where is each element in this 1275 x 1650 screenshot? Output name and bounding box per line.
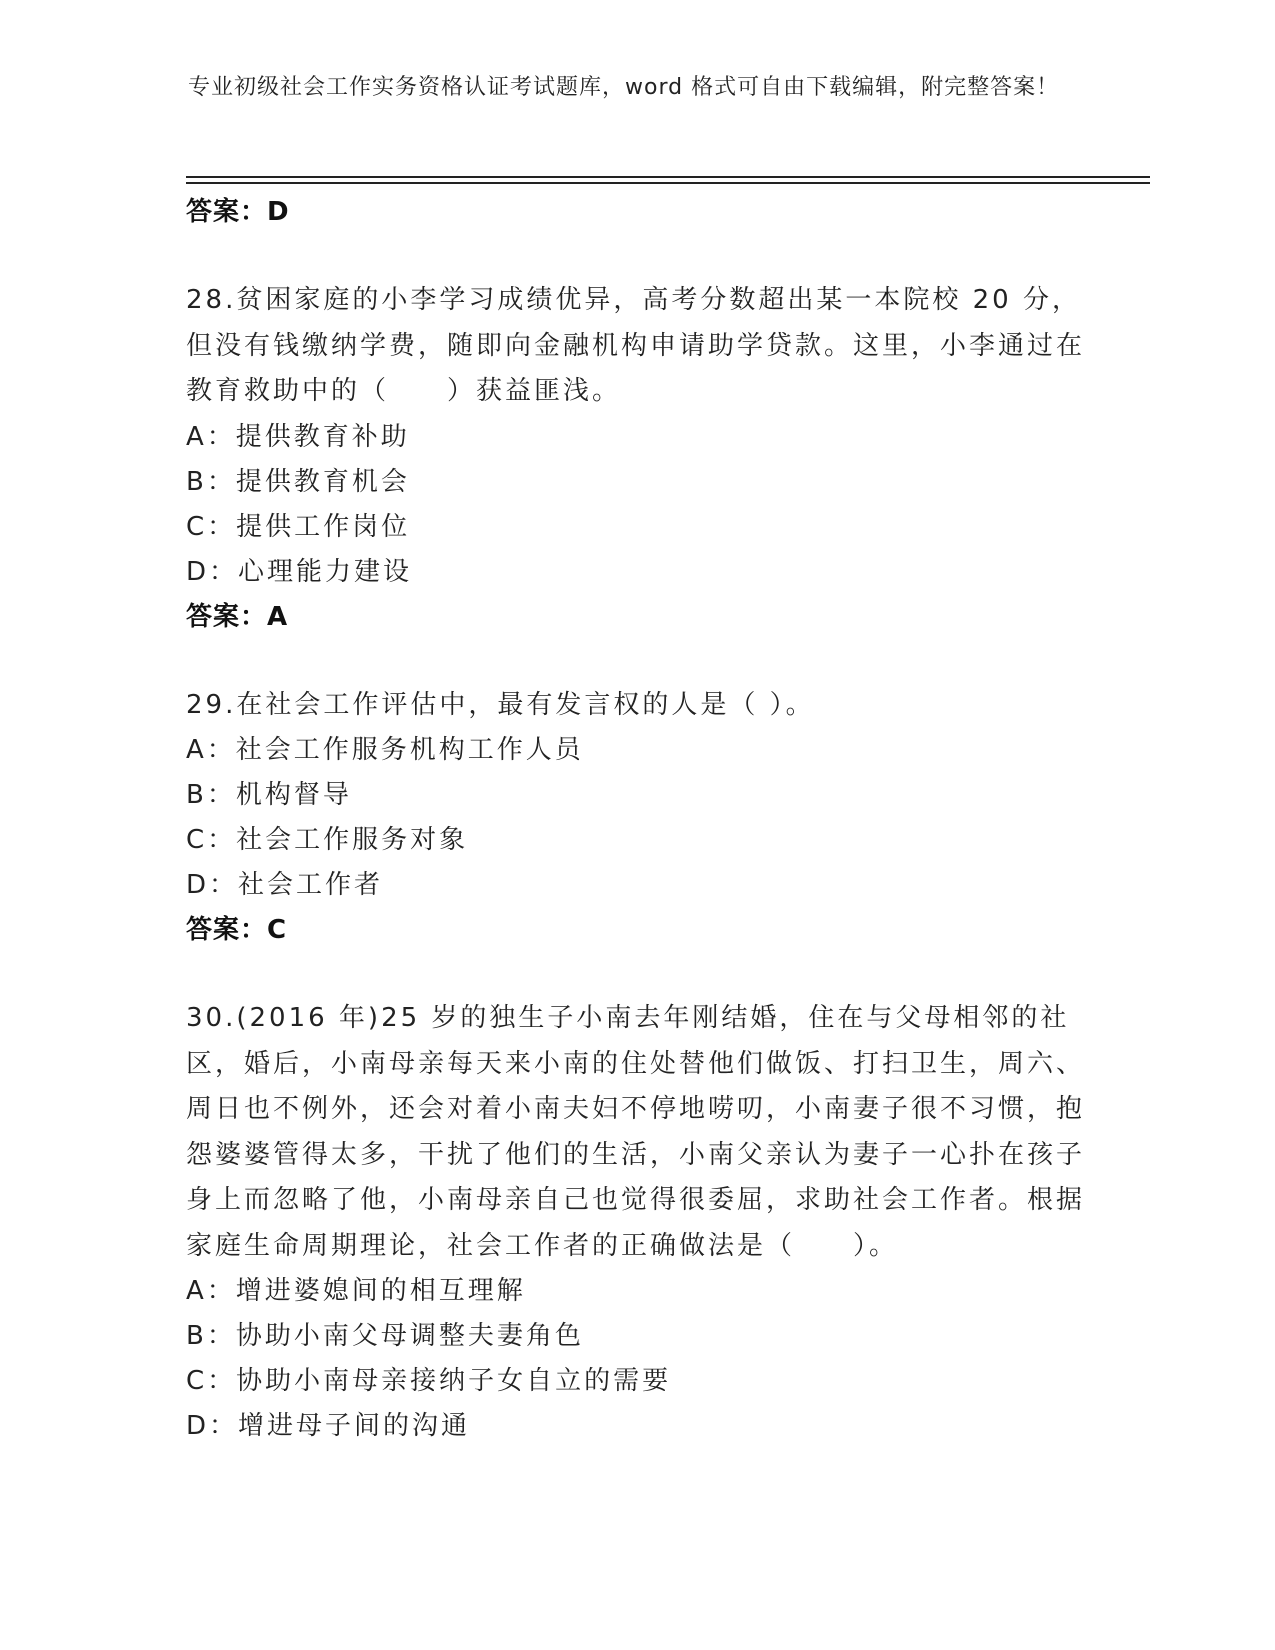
question-28-option-b: B：提供教育机会 [186,466,410,497]
question-29 [186,683,1086,953]
question-29-option-a: A：社会工作服务机构工作人员 [186,735,584,765]
question-30-option-c: C：协助小南母亲接纳子女自立的需要 [186,1366,672,1396]
question-29-stem: 29.在社会工作评估中，最有发言权的人是（ ）。 [186,689,815,720]
question-29-option-b: B：机构督导 [186,780,352,810]
question-30 [186,996,1086,1449]
spacer [186,234,1086,278]
header-divider-top [186,176,1150,178]
header-divider-bottom [186,182,1150,184]
question-29-option-c: C：社会工作服务对象 [186,825,469,855]
question-28 [186,278,1086,639]
question-29-option-d: D：社会工作者 [186,870,384,900]
document-body [186,190,1086,1449]
spacer [186,639,1086,683]
question-28-stem: 28.贫困家庭的小李学习成绩优异，高考分数超出某一本院校 20 分，但没有钱缴纳学费，随即向金融机构申请助学贷款。这里，小李通过在教育救助中的（ ）获益匪浅。 [186,285,1086,406]
question-28-option-d: D：心理能力建设 [186,556,413,587]
spacer [186,952,1086,996]
question-30-stem: 30.(2016 年)25 岁的独生子小南去年刚结婚，住在与父母相邻的社区，婚后，小南母亲每天来小南的住处替他们做饭、打扫卫生，周六、周日也不例外，还会对着小南夫妇不停地唠叨，小南妻子很不习惯，抱怨婆婆管得太多，干扰了他们的生活，小南父亲认为妻子一心扑在孩子身上而忽略了他，小南母亲自己也觉得很委屈，求助社会工作者。根据家庭生命周期理论，社会工作者的正确做法是（ ）。 [186,1003,1086,1261]
document-header: 专业初级社会工作实务资格认证考试题库，word 格式可自由下载编辑，附完整答案！ [188,75,1060,100]
answer-previous: 答案：D [186,197,290,227]
question-30-option-d: D：增进母子间的沟通 [186,1411,471,1441]
question-30-option-a: A：增进婆媳间的相互理解 [186,1276,526,1306]
question-29-answer: 答案：C [186,915,288,945]
question-28-option-c: C：提供工作岗位 [186,511,411,542]
question-28-answer: 答案：A [186,601,289,632]
question-28-option-a: A：提供教育补助 [186,421,410,452]
question-30-option-b: B：协助小南父母调整夫妻角色 [186,1321,584,1351]
